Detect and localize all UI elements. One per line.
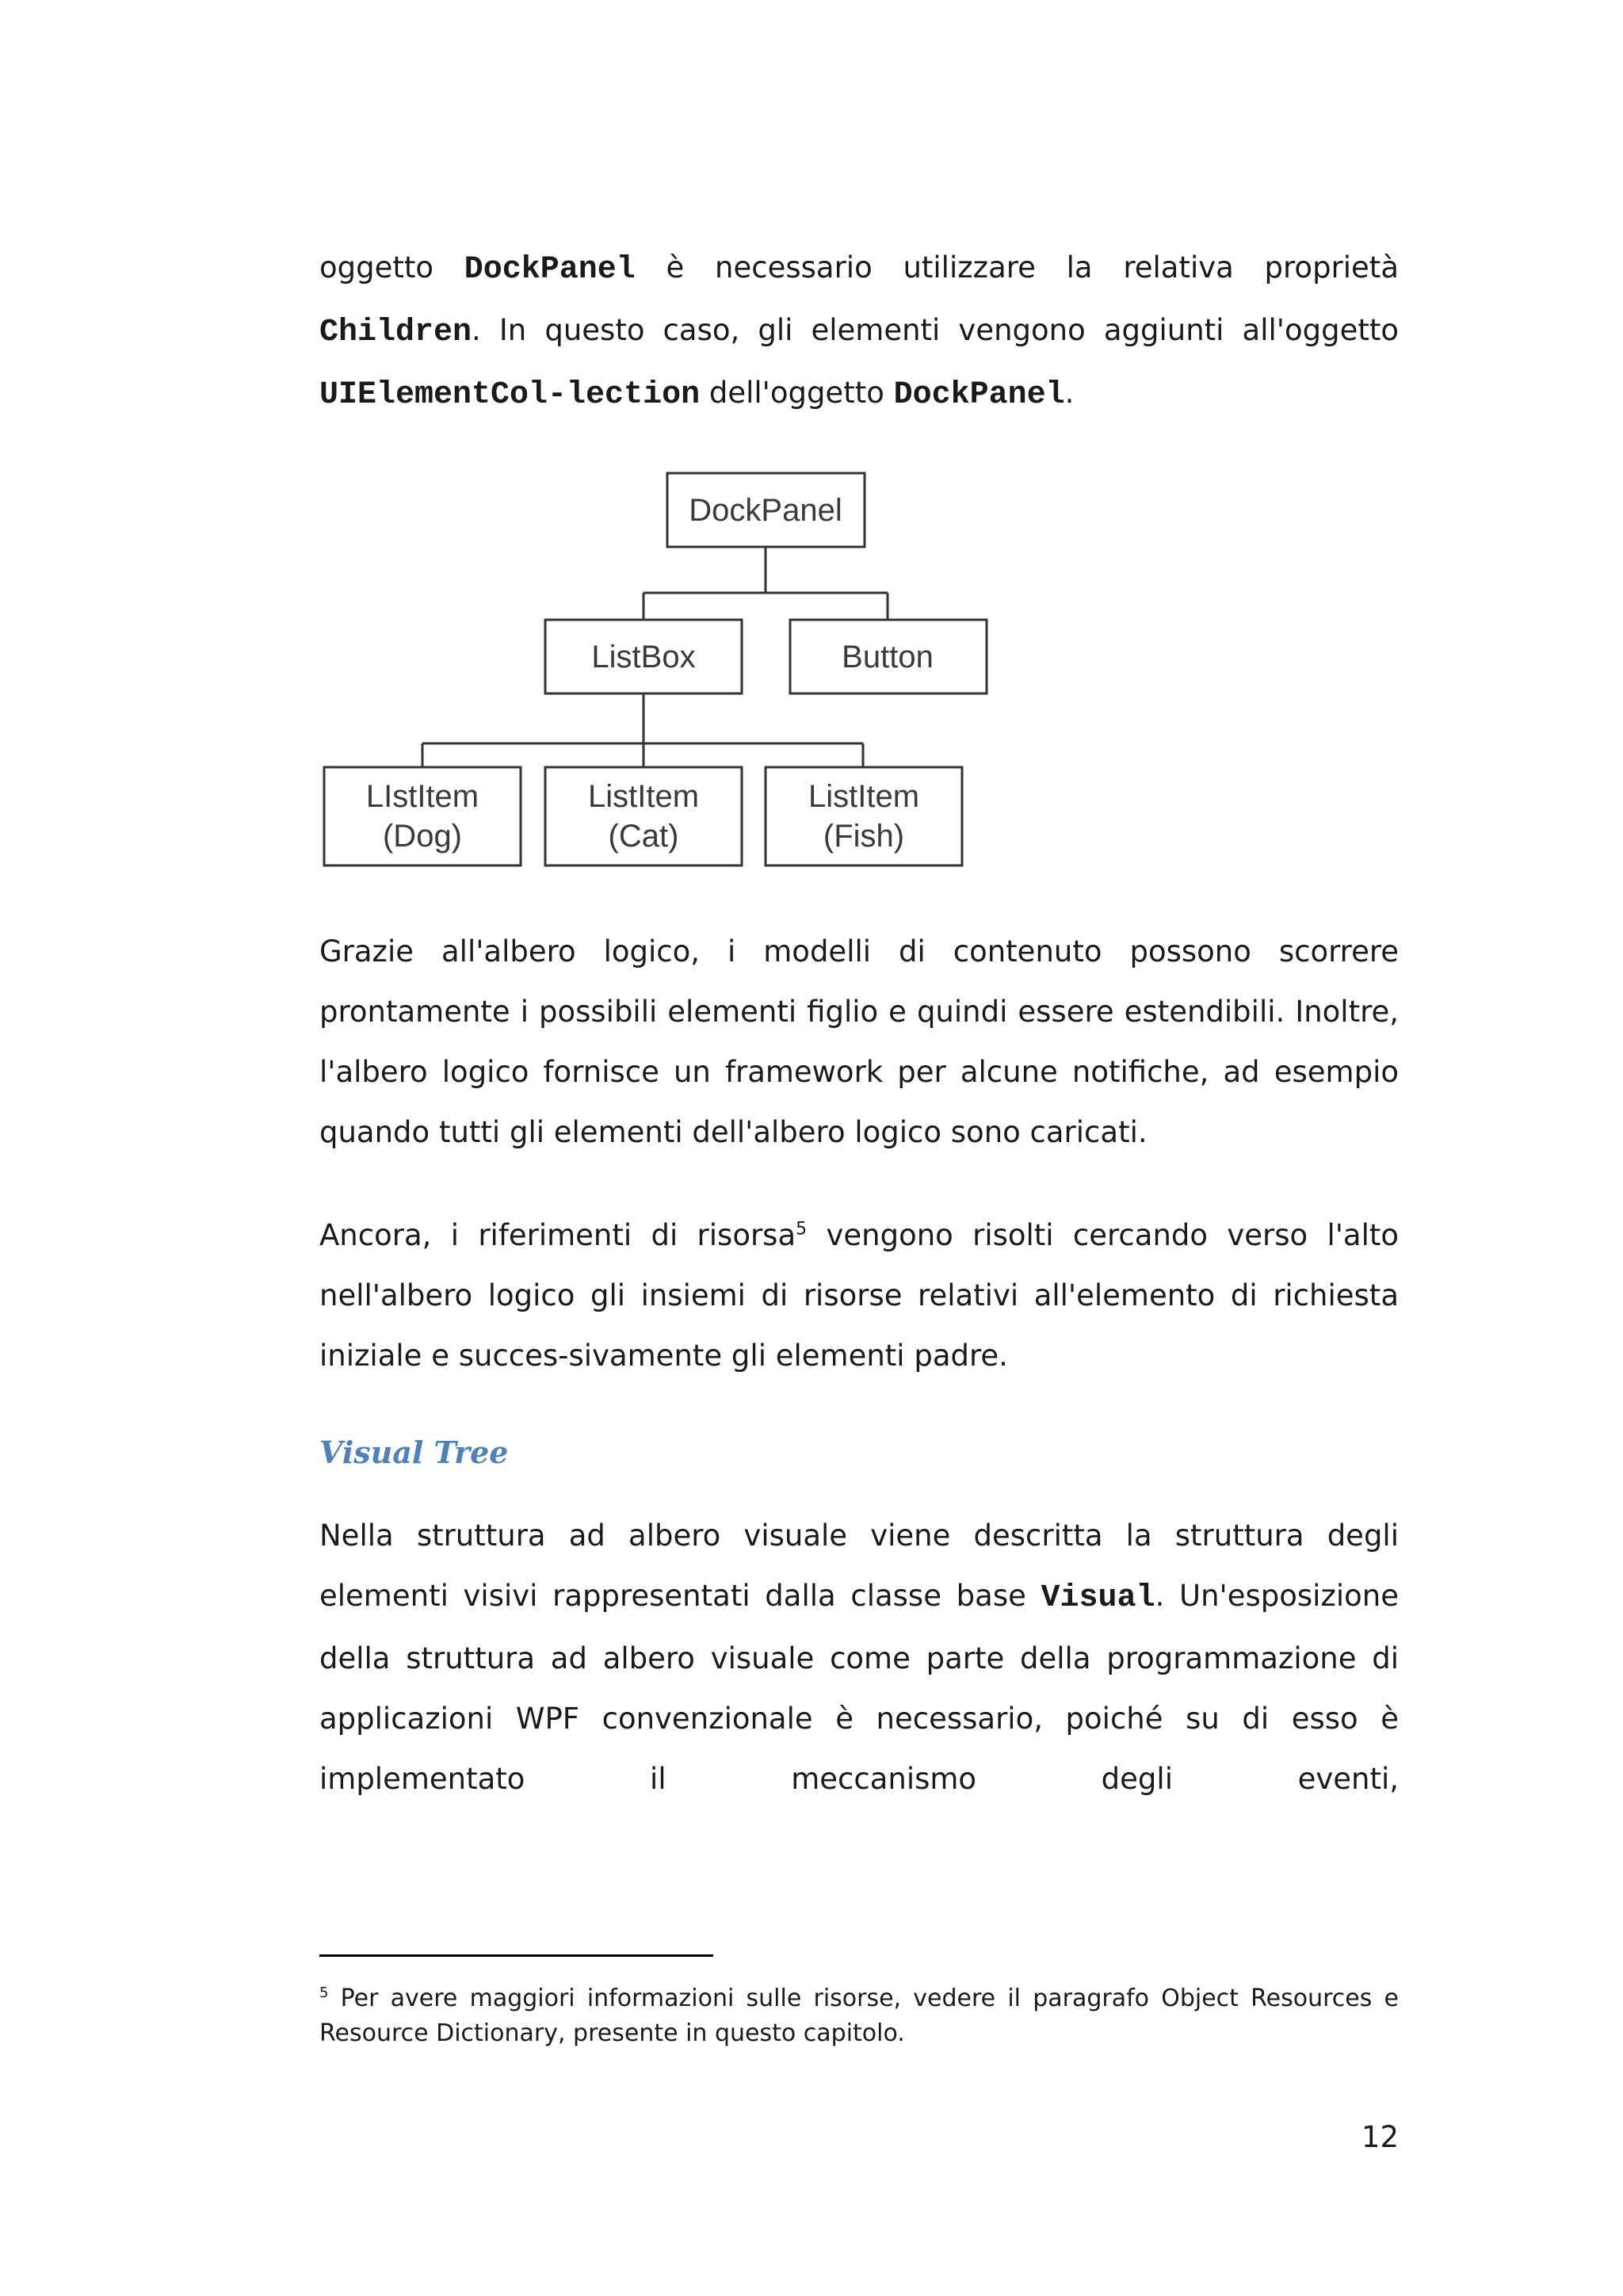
node-leaf-dog-line1: LIstItem bbox=[365, 779, 479, 814]
footnote-text: Per avere maggiori informazioni sulle risorse, vedere il paragrafo Object Resources e Resource Dictionary, presente in questo capitolo. bbox=[319, 1985, 1399, 2047]
paragraph-riferimenti-risorsa: Ancora, i riferimenti di risorsa$^5$ vengono risolti cercando verso l'alto nell'albero logico gli insiemi di risorse relativi all'elemento di richiesta iniziale e succes-sivamente gli elementi padre. bbox=[319, 1218, 1400, 1373]
footnote bbox=[319, 1981, 1399, 2051]
paragraph-albero-logico: Grazie all'albero logico, i modelli di contenuto possono scorrere prontamente i possibili elementi figlio e quindi essere estendibili. Inoltre, l'albero logico fornisce un framework per alcune notifiche, ad esempio quando tutti gli elementi dell'albero logico sono caricati. bbox=[319, 934, 1399, 1149]
code-dockpanel: DockPanel bbox=[464, 252, 636, 288]
footnote-reference: 5 bbox=[796, 1219, 808, 1240]
footnote-separator bbox=[319, 1954, 713, 1957]
code-children: Children bbox=[319, 315, 472, 350]
footnote-mark: 5 bbox=[319, 1985, 329, 2001]
code-visual: Visual bbox=[1041, 1580, 1155, 1616]
node-listbox: ListBox bbox=[591, 640, 696, 674]
node-leaf-dog-line2: (Dog) bbox=[382, 819, 463, 854]
node-button: Button bbox=[842, 640, 934, 674]
code-dockpanel-2: DockPanel bbox=[893, 377, 1065, 413]
page-number: 12 bbox=[1361, 2120, 1399, 2154]
node-leaf-cat-line1: ListItem bbox=[587, 779, 700, 814]
node-leaf-cat-line2: (Cat) bbox=[608, 819, 679, 854]
node-leaf-fish-line1: ListItem bbox=[808, 779, 920, 814]
node-leaf-fish-line2: (Fish) bbox=[823, 819, 905, 854]
paragraph-dockpanel-children: oggetto DockPanel è necessario utilizzare la relativa proprietà Children. In questo caso, gli elementi vengono aggiunti all'oggetto UIElementCol-lection dell'oggetto DockPanel. bbox=[319, 250, 1399, 413]
section-heading-visual-tree: Visual Tree bbox=[319, 1435, 509, 1470]
paragraph-visual-tree: Nella struttura ad albero visuale viene descritta la struttura degli elementi visivi rappresentati dalla classe base Visual. Un'esposizione della struttura ad albero visuale come parte della programmazione di applicazioni WPF convenzionale è necessario, poiché su di esso è implementato il meccanismo degli eventi, bbox=[319, 1519, 1399, 1796]
node-dockpanel: DockPanel bbox=[689, 493, 842, 528]
code-uielementcollection: UIElementCol-lection bbox=[319, 377, 701, 413]
